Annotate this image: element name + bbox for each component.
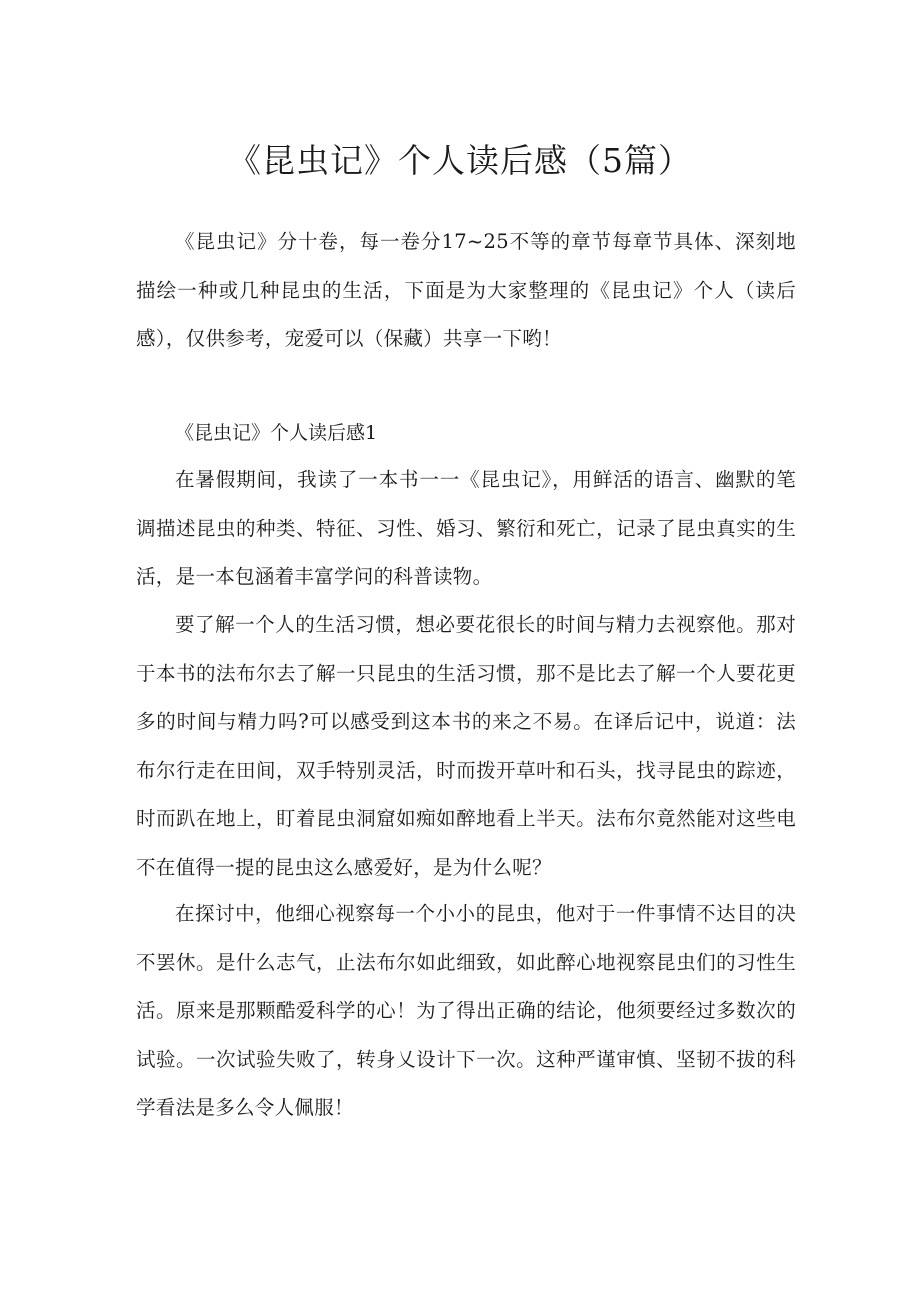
body-paragraph-3: 在探讨中，他细心视察每一个小小的昆虫，他对于一件事情不达目的决不罢休。是什么志气，止法布尔如此细致，如此醉心地视察昆虫们的习性生活。原来是那颗酷爱科学的心！为了得出正确的结论，他须要经过多数次的试验。一次试验失败了，转身乂设计下一次。这种严谨审慎、坚韧不拔的科学看法是多么令人佩服！	[136, 902, 796, 1119]
body-paragraph-2: 要了解一个人的生活习惯，想必要花很长的时间与精力去视察他。那对于本书的法布尔去了解一只昆虫的生活习惯，那不是比去了解一个人要花更多的时间与精力吗?可以感受到这本书的来之不易。在译后记中，说道：法布尔行走在田间，双手特别灵活，时而拨开草叶和石头，找寻昆虫的踪迹，时而趴在地上，盯着昆虫洞窟如痴如醉地看上半天。法布尔竟然能对这些电不在值得一提的昆虫这么感爱好，是为什么呢？	[136, 613, 796, 879]
body-paragraph-1: 在暑假期间，我读了一本书一一《昆虫记》，用鲜活的语言、幽默的笔调描述昆虫的种类、特征、习性、婚习、繁衍和死亡，记录了昆虫真实的生活，是一本包涵着丰富学问的科普读物。	[136, 468, 796, 588]
section-heading: 《昆虫记》个人读后感1	[175, 422, 378, 444]
page-title: 《昆虫记》个人读后感（5篇）	[228, 141, 692, 180]
intro-paragraph: 《昆虫记》分十卷，每一卷分17~25不等的章节每章节具体、深刻地描绘一种或几种昆虫的生活，下面是为大家整理的《昆虫记》个人（读后感），仅供参考，宠爱可以（保藏）共享一下哟！	[136, 230, 796, 350]
